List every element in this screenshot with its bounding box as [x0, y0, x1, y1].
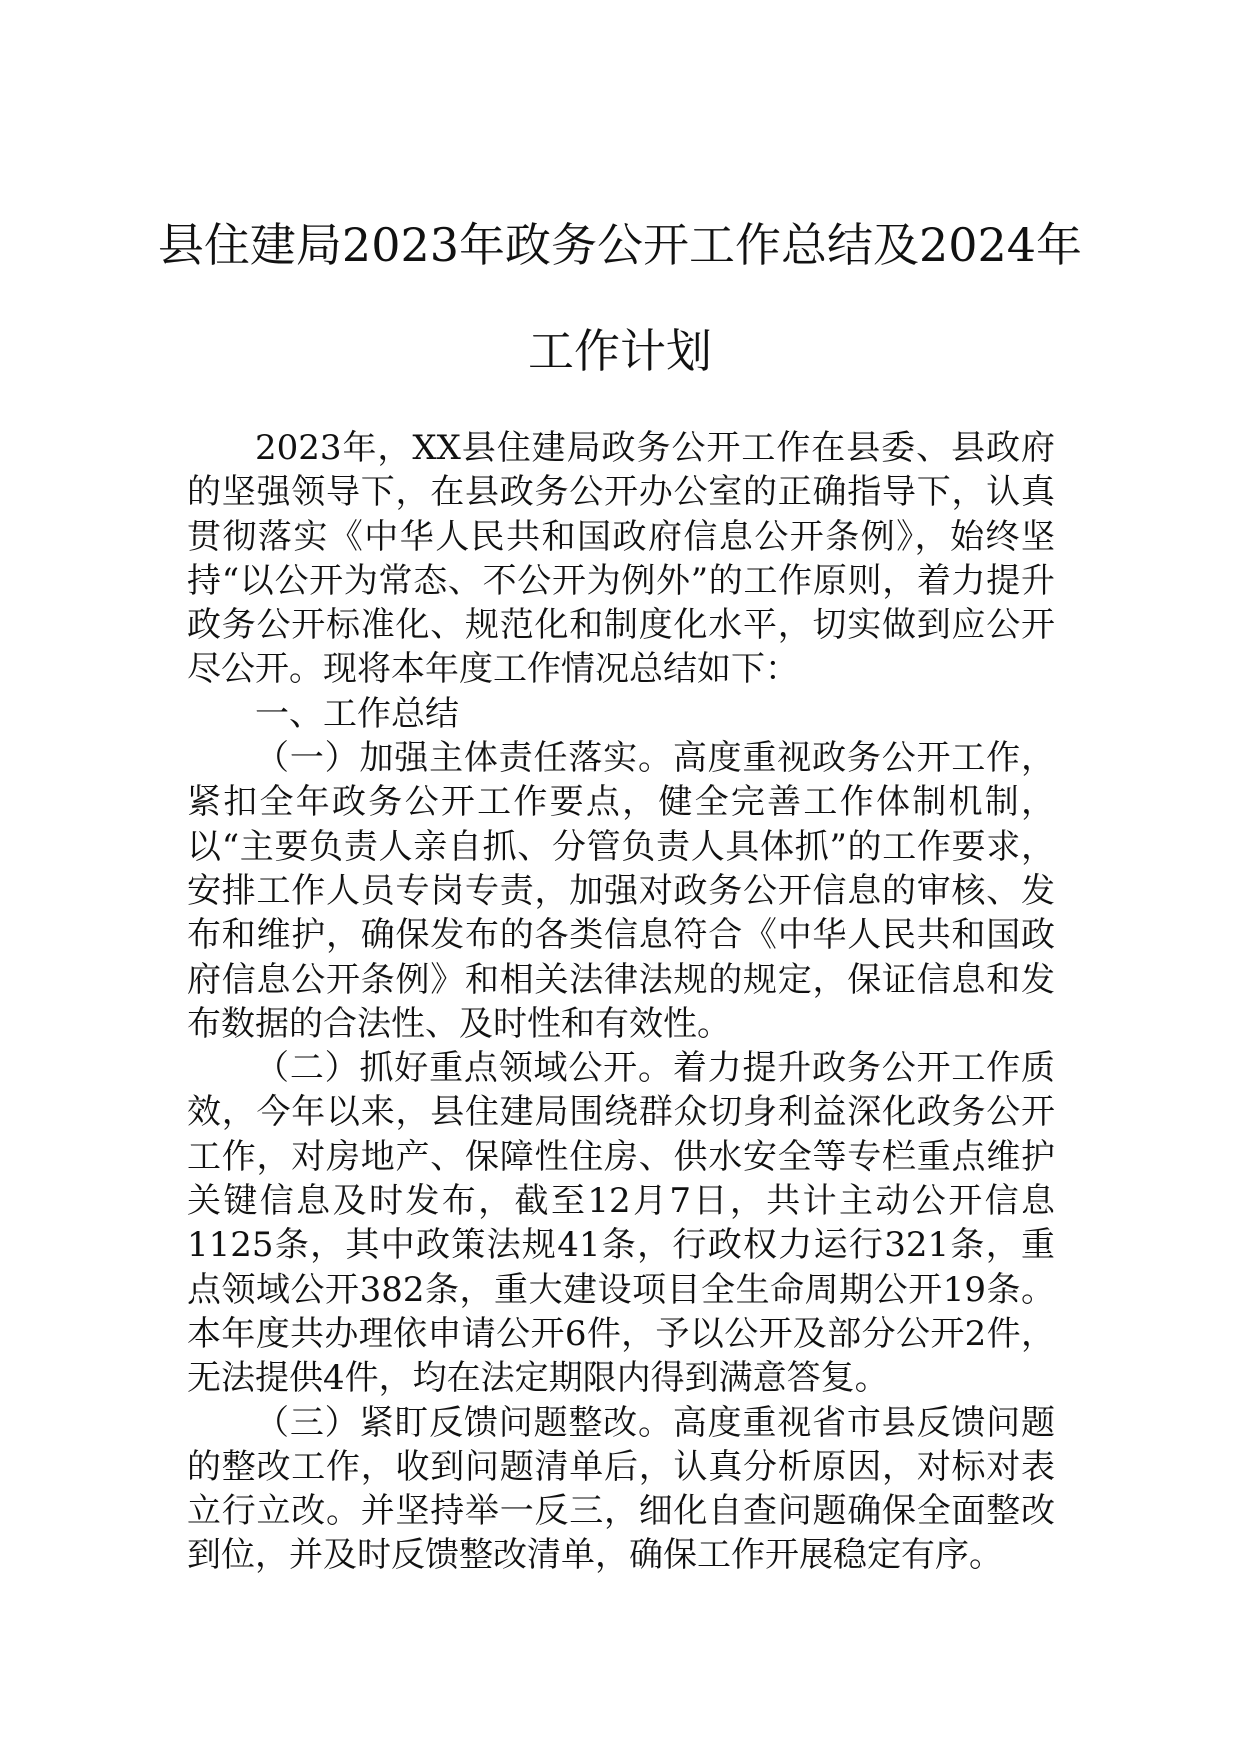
- intro-paragraph: 2023年，XX县住建局政务公开工作在县委、县政府的坚强领导下，在县政务公开办公室的正确指导下，认真贯彻落实《中华人民共和国政府信息公开条例》，始终坚持“以公开为常态、不公开为例外”的工作原则，着力提升政务公开标准化、规范化和制度化水平，切实做到应公开尽公开。现将本年度工作情况总结如下：: [187, 428, 1055, 690]
- paragraph-key-areas: （二）抓好重点领域公开。着力提升政务公开工作质效，今年以来，县住建局围绕群众切身利益深化政务公开工作，对房地产、保障性住房、供水安全等专栏重点维护关键信息及时发布，截至12月7日，共计主动公开信息1125条，其中政策法规41条，行政权力运行321条，重点领域公开382条，重大建设项目全生命周期公开19条。本年度共办理依申请公开6件，予以公开及部分公开2件，无法提供4件，均在法定期限内得到满意答复。: [187, 1048, 1055, 1399]
- paragraph-rectification: （三）紧盯反馈问题整改。高度重视省市县反馈问题的整改工作，收到问题清单后，认真分析原因，对标对表立行立改。并坚持举一反三，细化自查问题确保全面整改到位，并及时反馈整改清单，确保工作开展稳定有序。: [187, 1402, 1055, 1576]
- paragraph-responsibility: （一）加强主体责任落实。高度重视政务公开工作，紧扣全年政务公开工作要点，健全完善工作体制机制，以“主要负责人亲自抓、分管负责人具体抓”的工作要求，安排工作人员专岗专责，加强对政务公开信息的审核、发布和维护，确保发布的各类信息符合《中华人民共和国政府信息公开条例》和相关法律法规的规定，保证信息和发布数据的合法性、及时性和有效性。: [187, 738, 1055, 1044]
- section-heading-work-summary: 一、工作总结: [255, 693, 459, 734]
- document-body: [187, 426, 1055, 1578]
- document-title: 县住建局2023年政务公开工作总结及2024年工作计划: [157, 218, 1083, 378]
